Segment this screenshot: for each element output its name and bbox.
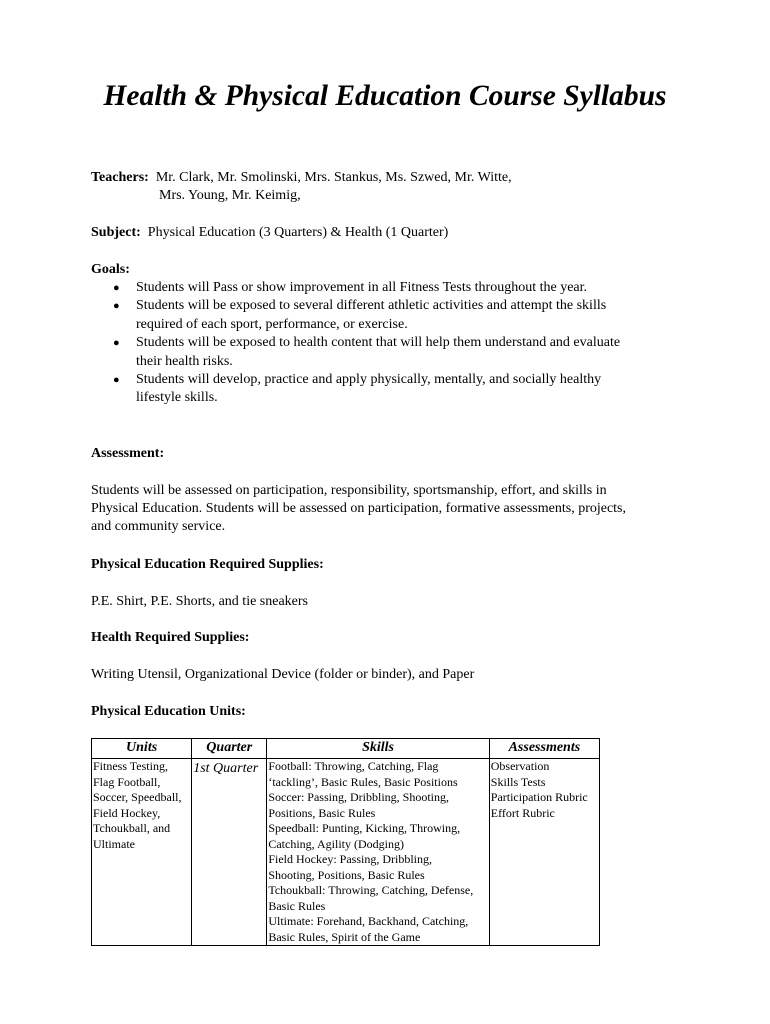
bullet-icon: ● bbox=[113, 282, 120, 294]
pe-units-table bbox=[91, 738, 600, 946]
column-header-skills: Skills bbox=[267, 739, 489, 759]
goals-list bbox=[91, 279, 691, 408]
quarter-cell: 1st Quarter bbox=[192, 759, 267, 946]
goals-label: Goals: bbox=[91, 262, 130, 277]
bullet-icon: ● bbox=[113, 337, 120, 350]
column-header-quarter: Quarter bbox=[192, 739, 267, 759]
subject-line bbox=[91, 224, 448, 242]
page-title: Health & Physical Education Course Syllabus bbox=[103, 80, 667, 112]
assessment-label: Assessment: bbox=[91, 446, 165, 461]
goal-item bbox=[91, 334, 691, 371]
assessments-cell: Observation Skills Tests Participation Rubric Effort Rubric bbox=[489, 759, 599, 946]
goal-text: Students will develop, practice and apply physically, mentally, and socially healthy lifestyle skills. bbox=[136, 372, 602, 406]
teachers-line-1 bbox=[91, 169, 512, 187]
teachers-label: Teachers: bbox=[91, 170, 149, 185]
subject-label: Subject: bbox=[91, 225, 141, 240]
table-header-row bbox=[92, 739, 600, 759]
column-header-units: Units bbox=[92, 739, 192, 759]
goal-text: Students will be exposed to several different athletic activities and attempt the skills required of each sport, performance, or exercise. bbox=[136, 298, 607, 332]
bullet-icon: ● bbox=[113, 300, 120, 313]
health-supplies-value: Writing Utensil, Organizational Device (folder or binder), and Paper bbox=[91, 667, 475, 682]
goal-text: Students will be exposed to health content that will help them understand and evaluate their health risks. bbox=[136, 335, 621, 369]
health-supplies-label: Health Required Supplies: bbox=[91, 630, 250, 645]
bullet-icon: ● bbox=[113, 374, 120, 387]
teachers-names-2: Mrs. Young, Mr. Keimig, bbox=[159, 188, 301, 203]
units-cell: Fitness Testing, Flag Football, Soccer, Speedball, Field Hockey, Tchoukball, and Ultimate bbox=[92, 759, 192, 946]
pe-supplies-label: Physical Education Required Supplies: bbox=[91, 557, 324, 572]
column-header-assessments: Assessments bbox=[489, 739, 599, 759]
assessment-text-2: Physical Education. Students will be assessed on participation, formative assessments, projects, bbox=[91, 501, 627, 516]
goal-item bbox=[91, 371, 691, 408]
goal-text: Students will Pass or show improvement in all Fitness Tests throughout the year. bbox=[136, 280, 588, 295]
pe-units-label: Physical Education Units: bbox=[91, 704, 246, 719]
assessment-text-1: Students will be assessed on participation, responsibility, sportsmanship, effort, and skills in bbox=[91, 483, 607, 498]
subject-value: Physical Education (3 Quarters) & Health (1 Quarter) bbox=[147, 225, 449, 240]
skills-cell: Football: Throwing, Catching, Flag ‘tackling’, Basic Rules, Basic Positions Soccer: Passing, Dribbling, Shooting, Positions, Basic Rules Speedball: Punting, Kicking, Throwing, Catching, Agility (Dodging) Field Hockey: Passing, Dribbling, Shooting, Positions, Basic Rules Tchoukball: Throwing, Catching, Defense, Basic Rules Ultimate: Forehand, Backhand, Catching, Basic Rules, Spirit of the Game bbox=[267, 759, 489, 946]
teachers-names-1: Mr. Clark, Mr. Smolinski, Mrs. Stankus, Ms. Szwed, Mr. Witte, bbox=[155, 170, 512, 185]
table-row bbox=[92, 759, 600, 946]
assessment-text-3: and community service. bbox=[91, 519, 226, 534]
goal-item bbox=[91, 297, 691, 334]
pe-supplies-value: P.E. Shirt, P.E. Shorts, and tie sneakers bbox=[91, 594, 308, 609]
goal-item bbox=[91, 279, 691, 297]
